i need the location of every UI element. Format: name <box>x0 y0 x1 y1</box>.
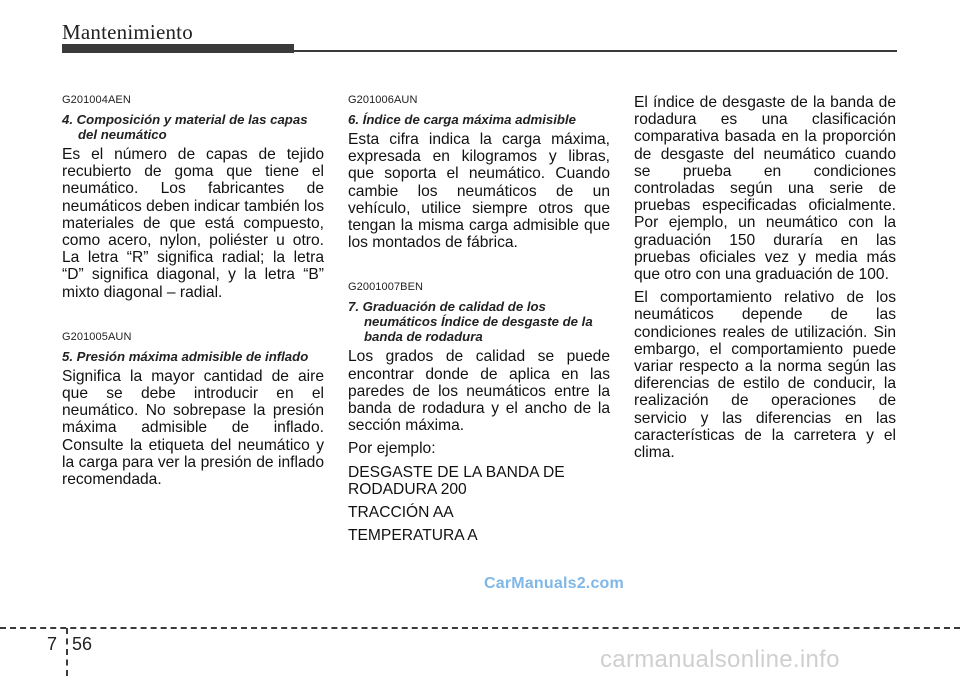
footer-divider <box>66 628 68 676</box>
example-line: DESGASTE DE LA BANDA DE RODADURA 200 <box>348 463 565 498</box>
paragraph: El índice de desgaste de la banda de rodadura es una clasificación comparativa basada en la proporción de desgaste del neumático cuando se prueba en condiciones controladas según una serie de pruebas especificadas oficialmente. Por ejemplo, un neumático con la graduación 150 duraría en las pruebas oficiales vez y media más que otro con una graduación de 100. <box>634 94 896 284</box>
page-title: Mantenimiento <box>62 20 193 44</box>
section-text: Esta cifra indica la carga máxima, expresada en kilogramos y libras, que soporta el neumático. Cuando cambie los neumáticos de un vehículo, utilice siempre otros que tengan la misma carga admisible que los montados de fábrica. <box>348 131 610 252</box>
page-number: 56 <box>72 634 93 654</box>
section-text: Los grados de calidad se puede encontrar donde de aplica en las paredes de los neumáticos entre la banda de rodadura y el ancho de la sección máxima. <box>348 348 610 435</box>
footer-site-watermark: carmanualsonline.info <box>600 646 840 673</box>
section-heading: 5. Presión máxima admisible de inflado <box>62 348 309 364</box>
section-heading: 4. Composición y material de las capas del neumático <box>62 112 308 142</box>
watermark-link[interactable]: CarManuals2.com <box>484 575 624 592</box>
column-left <box>62 88 324 494</box>
column-right <box>634 94 896 467</box>
header-rule-thick <box>62 44 294 53</box>
section-text: Es el número de capas de tejido recubierto de goma que tiene el neumático. Los fabricantes de neumáticos deben indicar también los materiales de que está compuesto, como acero, nylon, poliéster u otro. La letra “R” significa radial; la letra “D” significa diagonal, y la letra “B” mixto diagonal – radial. <box>62 146 324 301</box>
section-heading: 7. Graduación de calidad de los neumáticos Índice de desgaste de la banda de rodadura <box>348 299 593 345</box>
section-code: G201004AEN <box>62 94 131 106</box>
section-code: G2001007BEN <box>348 281 424 294</box>
section-text: Significa la mayor cantidad de aire que se debe introducir en el neumático. No sobrepase la presión máxima admisible de inflado. Consulte la etiqueta del neumático y la carga para ver la presión de inflado recomendada. <box>62 367 324 489</box>
section-heading: 6. Índice de carga máxima admisible <box>348 112 576 127</box>
header-rule-thin <box>294 50 897 52</box>
column-middle <box>348 88 610 550</box>
section-code: G201006AUN <box>348 94 418 106</box>
paragraph: El comportamiento relativo de los neumáticos depende de las condiciones reales de utilización. Sin embargo, el comportamiento puede variar respecto a la norma según las diferencias de estilo de conducir, la realización de operaciones de servicio y las diferencias en las características de la carretera y el clima. <box>634 289 896 462</box>
section-code: G201005AUN <box>62 330 132 343</box>
chapter-number: 7 <box>47 634 58 654</box>
example-label: Por ejemplo: <box>348 440 436 458</box>
example-line: TEMPERATURA A <box>348 527 478 545</box>
example-line: TRACCIÓN AA <box>348 504 454 522</box>
footer-rule <box>0 627 960 629</box>
